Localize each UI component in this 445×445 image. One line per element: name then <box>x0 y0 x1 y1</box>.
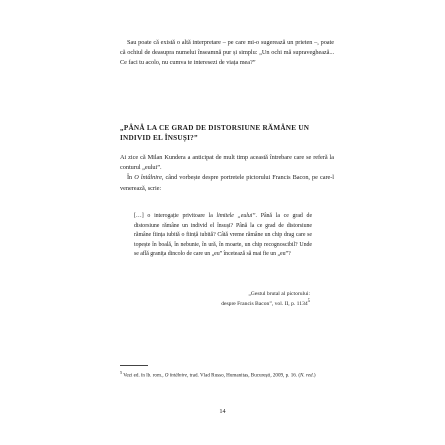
block-quote <box>134 212 312 260</box>
quote-rest: . Până la ce grad de distorsiune rămâne un individ el însuși? Până la ce grad de distorsiune rămâne ființa iubită o ființă iubită? Câtă vreme rămâne un chip drag care se topește în boală, în nebunie, în ură, în moarte, un chip recognoscibil? Unde se află granița dincolo de care un „eu” încetează să mai fie un „eu”? <box>134 213 313 258</box>
body-paragraph-2-prefix: În <box>127 174 135 182</box>
footnote-text: , trad. Vlad Russo, Humanitas, București, 2009, p. 16. ( <box>187 372 301 379</box>
section-heading: „PÂNĂ LA CE GRAD DE DISTORSIUNE RĂMÂNE UN INDIVID EL ÎNSUȘI?” <box>120 124 310 142</box>
attribution-line-1: „Gestul brutal al pictorului: <box>248 291 310 297</box>
attribution-line-2 <box>190 298 310 308</box>
footnote <box>120 369 334 380</box>
quote-lead: […] o interogație privitoare la <box>134 213 217 219</box>
footnote-separator <box>120 365 148 366</box>
quote-text <box>134 212 312 260</box>
footnote-mark: 5 <box>120 370 123 375</box>
footnote-note: N. red. <box>300 372 314 379</box>
footnote-close: ) <box>313 372 316 379</box>
body-paragraph-2 <box>120 173 334 193</box>
body-paragraph-1: Ai zice că Milan Kundera a anticipat de mult timp această întrebare care se referă la conturul „eului”. <box>120 154 334 172</box>
quote-emphasis: limitele „eului” <box>216 213 256 219</box>
quote-attribution <box>190 290 310 309</box>
body-block <box>120 153 334 194</box>
footnote-prefix: Vezi ed. în lb. rom., <box>122 372 165 379</box>
attribution-superscript: 5 <box>307 299 310 305</box>
footnote-title: O întâlnire <box>164 372 188 379</box>
intro-paragraph-block <box>120 38 334 69</box>
body-paragraph-2-suffix: , când vorbește despre portretele pictorului Francis Bacon, pe care-l venerează, scrie: <box>120 174 335 192</box>
attribution-line-2-text: despre Francis Bacon”, vol. II, p. 1134 <box>221 301 308 308</box>
intro-paragraph: Sau poate că există o altă interpretare – pe care mi-o sugerează un prieten –, poate că ochiul de deasupra numelui înseamnă pur și simplu: „Un ochi mă supraveghează... Ce faci tu acolo, nu cumva te interesezi de viața mea?” <box>120 39 334 67</box>
page-number: 14 <box>219 408 226 415</box>
book-title: O întâlnire <box>134 174 162 182</box>
